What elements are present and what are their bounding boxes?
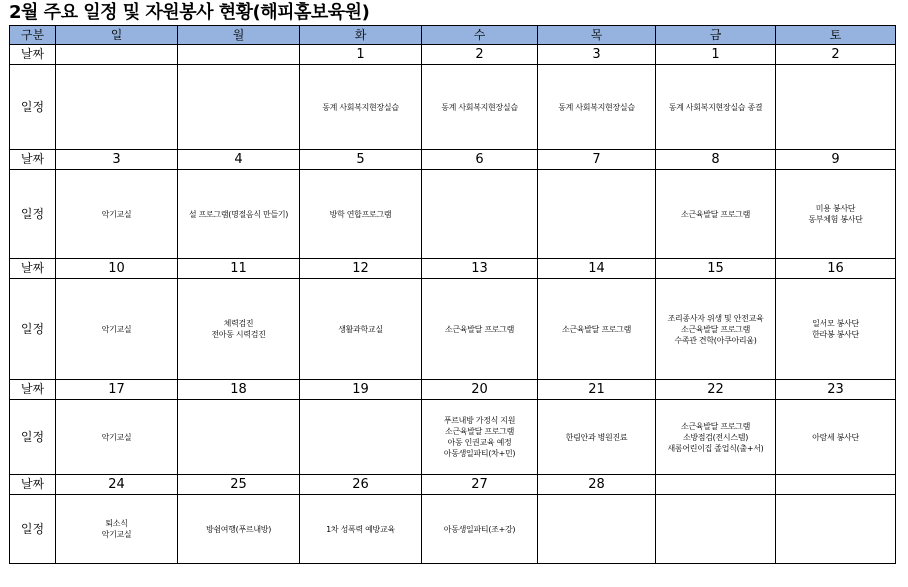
schedule-cell (178, 400, 300, 475)
schedule-cell (56, 65, 178, 150)
schedule-cell (422, 279, 538, 380)
schedule-cell (656, 279, 776, 380)
schedule-cell (422, 400, 538, 475)
schedule-row (10, 495, 896, 564)
event-item: 아람세 봉사단 (812, 432, 859, 442)
schedule-cell (656, 170, 776, 259)
schedule-cell (422, 65, 538, 150)
schedule-cell (776, 279, 896, 380)
date-cell: 20 (422, 380, 538, 400)
schedule-cell (178, 65, 300, 150)
schedule-cell (178, 170, 300, 259)
schedule-cell (538, 400, 656, 475)
event-item: 아동생일파티(조+강) (443, 524, 516, 534)
date-cell: 2 (776, 45, 896, 65)
date-cell: 3 (538, 45, 656, 65)
date-cell: 18 (178, 380, 300, 400)
event-item: 소근육발달 프로그램 (444, 324, 515, 334)
header-cell-tuesday: 화 (300, 26, 422, 45)
event-item: 동계 사회복지현장실습 (558, 102, 635, 112)
date-cell: 19 (300, 380, 422, 400)
schedule-cell (56, 400, 178, 475)
event-item: 악기교실 (101, 530, 132, 539)
schedule-cell (422, 170, 538, 259)
schedule-cell (656, 400, 776, 475)
date-cell: 13 (422, 259, 538, 279)
schedule-cell (178, 279, 300, 380)
event-item: 동계 사회복지현장실습 (441, 102, 518, 112)
header-cell-thursday: 목 (538, 26, 656, 45)
date-row-label: 날짜 (10, 380, 56, 400)
date-row (10, 259, 896, 279)
schedule-cell (776, 495, 896, 564)
schedule-row-label: 일정 (10, 170, 56, 259)
schedule-cell (178, 495, 300, 564)
event-item: 푸르내방 가정식 지원 (443, 416, 516, 425)
date-cell (656, 475, 776, 495)
event-item: 소근육발달 프로그램 (680, 324, 751, 334)
schedule-table (9, 25, 896, 564)
schedule-cell (422, 495, 538, 564)
event-item: 방학 연합프로그램 (329, 209, 392, 219)
date-cell: 11 (178, 259, 300, 279)
schedule-cell (300, 400, 422, 475)
event-item: 소근육발달 프로그램 (680, 209, 751, 219)
schedule-row-label: 일정 (10, 495, 56, 564)
schedule-cell (776, 170, 896, 259)
event-item: 동계 사회복지현장실습 (322, 102, 399, 112)
schedule-cell (300, 170, 422, 259)
date-cell: 17 (56, 380, 178, 400)
event-item: 방쉼여행(푸르내방) (205, 524, 272, 534)
schedule-row (10, 65, 896, 150)
date-cell: 1 (300, 45, 422, 65)
schedule-cell (300, 495, 422, 564)
event-item: 악기교실 (101, 432, 132, 442)
date-cell: 1 (656, 45, 776, 65)
event-item: 한림안과 병원진료 (565, 432, 628, 442)
date-cell: 16 (776, 259, 896, 279)
event-item: 소근육발달 프로그램 (444, 427, 515, 436)
schedule-cell (56, 279, 178, 380)
event-item: 동계 사회복지현장실습 종결 (668, 102, 763, 112)
date-cell: 14 (538, 259, 656, 279)
event-item: 전아동 시력검진 (211, 330, 266, 339)
header-cell-saturday: 토 (776, 26, 896, 45)
date-cell: 7 (538, 150, 656, 170)
event-item: 소근육발달 프로그램 (680, 421, 751, 431)
date-cell (776, 475, 896, 495)
date-row-label: 날짜 (10, 150, 56, 170)
event-item: 설 프로그램(명절음식 만들기) (188, 209, 289, 219)
date-cell: 4 (178, 150, 300, 170)
date-cell: 24 (56, 475, 178, 495)
schedule-cell (538, 495, 656, 564)
event-item: 수족관 견학(아쿠아리움) (674, 335, 757, 345)
date-cell: 6 (422, 150, 538, 170)
date-cell: 27 (422, 475, 538, 495)
date-cell (178, 45, 300, 65)
header-cell-category: 구분 (10, 26, 56, 45)
event-item: 소방점검(전시스템) (682, 432, 749, 442)
header-row (10, 26, 896, 45)
header-cell-sunday: 일 (56, 26, 178, 45)
schedule-row-label: 일정 (10, 65, 56, 150)
date-row (10, 150, 896, 170)
date-row-label: 날짜 (10, 475, 56, 495)
date-cell: 5 (300, 150, 422, 170)
date-cell: 15 (656, 259, 776, 279)
event-item: 미용 봉사단 (815, 204, 856, 213)
event-item: 소근육발달 프로그램 (561, 324, 632, 334)
event-item: 동부체험 봉사단 (808, 215, 863, 224)
event-item: 새롬어린이집 졸업식(출+서) (667, 443, 764, 453)
schedule-cell (538, 65, 656, 150)
date-cell: 21 (538, 380, 656, 400)
header-cell-friday: 금 (656, 26, 776, 45)
date-cell: 12 (300, 259, 422, 279)
event-item: 체력검진 (223, 319, 254, 328)
date-cell: 26 (300, 475, 422, 495)
date-row-label: 날짜 (10, 259, 56, 279)
event-item: 조리종사자 위생 및 안전교육 (667, 313, 764, 323)
schedule-row (10, 170, 896, 259)
schedule-row-label: 일정 (10, 400, 56, 475)
date-row-label: 날짜 (10, 45, 56, 65)
event-item: 1차 성폭력 예방교육 (326, 524, 395, 534)
date-cell: 8 (656, 150, 776, 170)
date-row (10, 45, 896, 65)
event-item: 아동생일파티(차+민) (443, 449, 516, 458)
schedule-row (10, 279, 896, 380)
date-cell: 3 (56, 150, 178, 170)
schedule-cell (538, 170, 656, 259)
schedule-cell (300, 279, 422, 380)
date-row (10, 380, 896, 400)
event-item: 퇴소식 (105, 519, 128, 528)
date-cell: 28 (538, 475, 656, 495)
event-item: 악기교실 (101, 324, 132, 334)
event-item: 일서모 봉사단 (812, 319, 859, 328)
event-item: 악기교실 (101, 209, 132, 219)
date-row (10, 475, 896, 495)
schedule-table-body (10, 26, 896, 564)
schedule-cell (56, 170, 178, 259)
header-cell-wednesday: 수 (422, 26, 538, 45)
event-item: 아동 인권교육 예정 (447, 438, 512, 447)
header-cell-monday: 월 (178, 26, 300, 45)
event-item: 생활과학교실 (338, 324, 383, 334)
date-cell: 23 (776, 380, 896, 400)
schedule-cell (56, 495, 178, 564)
date-cell: 22 (656, 380, 776, 400)
schedule-cell (656, 495, 776, 564)
date-cell: 25 (178, 475, 300, 495)
date-cell: 2 (422, 45, 538, 65)
date-cell: 9 (776, 150, 896, 170)
date-cell: 10 (56, 259, 178, 279)
schedule-cell (656, 65, 776, 150)
date-cell (56, 45, 178, 65)
schedule-row-label: 일정 (10, 279, 56, 380)
schedule-cell (300, 65, 422, 150)
event-item: 한라봉 봉사단 (812, 330, 859, 339)
schedule-row (10, 400, 896, 475)
schedule-cell (538, 279, 656, 380)
page-title: 2월 주요 일정 및 자원봉사 현황(해피홈보육원) (9, 2, 370, 23)
schedule-cell (776, 65, 896, 150)
schedule-cell (776, 400, 896, 475)
